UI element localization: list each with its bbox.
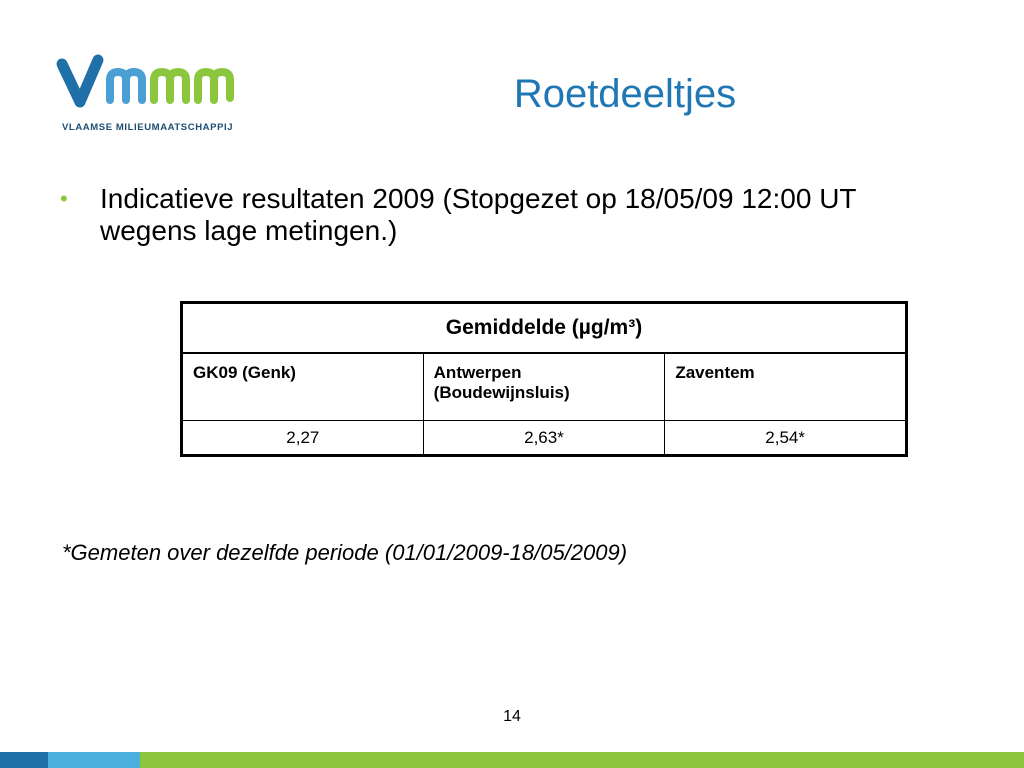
value-antwerpen: 2,63* [423,421,665,456]
bullet-dot-icon: • [60,186,68,211]
bullet-item [60,183,880,247]
table-column-row [182,353,907,421]
footer-segment-green [140,752,1024,768]
bullet-text: Indicatieve resultaten 2009 (Stopgezet op 18/05/09 12:00 UT wegens lage metingen.) [100,183,857,246]
column-header-genk: GK09 (Genk) [182,353,424,421]
table-title-cell: Gemiddelde (µg/m³) [182,303,907,354]
results-table [180,301,908,457]
footnote: *Gemeten over dezelfde periode (01/01/2009-18/05/2009) [62,540,628,565]
column-header-antwerpen: Antwerpen (Boudewijnsluis) [423,353,665,421]
table-value-row [182,421,907,456]
footer-segment-lightblue [48,752,140,768]
footer-color-bar [0,752,1024,768]
vmm-logo-mark [54,50,244,120]
column-header-zaventem: Zaventem [665,353,907,421]
vmm-logo [54,50,244,135]
page-number: 14 [503,708,521,725]
footer-segment-blue [0,752,48,768]
logo-caption: VLAAMSE MILIEUMAATSCHAPPIJ [62,122,234,133]
value-genk: 2,27 [182,421,424,456]
slide-title: Roetdeeltjes [513,72,737,116]
table-header-row [182,303,907,354]
value-zaventem: 2,54* [665,421,907,456]
